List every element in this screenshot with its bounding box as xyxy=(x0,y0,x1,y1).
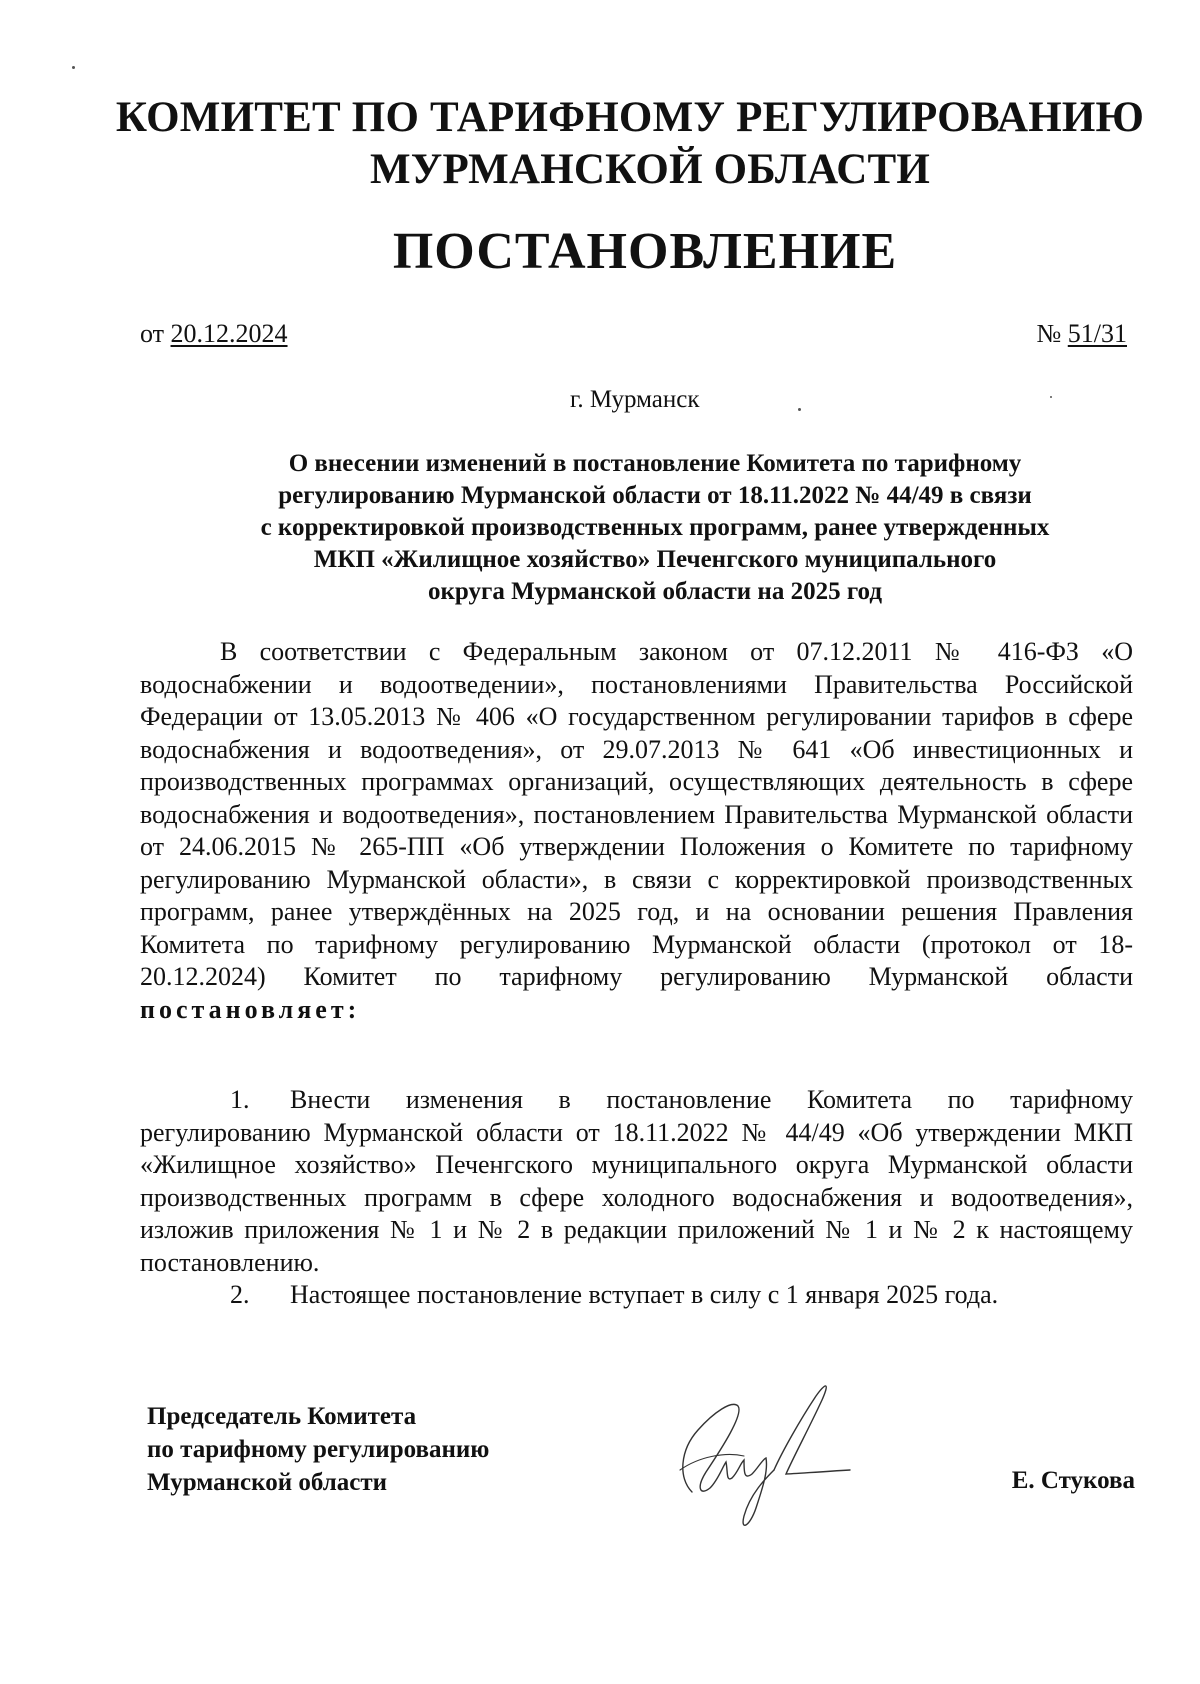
organization-title-line1: КОМИТЕТ ПО ТАРИФНОМУ РЕГУЛИРОВАНИЮ xyxy=(115,94,1145,141)
position-line: по тарифному регулированию xyxy=(147,1436,490,1463)
signatory-name: Е. Стукова xyxy=(1011,1467,1135,1494)
item-number: 2. xyxy=(230,1280,250,1309)
preamble-text: В соответствии с Федеральным законом от 07.12.2011 № 416-ФЗ «О водоснабжении и водоотведении», постановлениями Правительства Российской Федерации от 13.05.2013 № 406 «О государственном регулировании тарифов в сфере водоснабжения и водоотведения», от 29.07.2013 № 641 «Об инвестиционных и производственных программах организаций, осуществляющих деятельность в сфере водоснабжения и водоотведения», постановлением Правительства Мурманской области от 24.06.2015 № 265-ПП «Об утверждении Положения о Комитете по тарифному регулированию Мурманской области», в связи с корректировкой производственных программ, ранее утверждённых на 2025 год, и на основании решения Правления Комитета по тарифному регулированию Мурманской области (протокол от 18-20.12.2024) Комитет по тарифному регулированию Мурманской области xyxy=(140,637,1133,991)
position-line: Председатель Комитета xyxy=(147,1403,417,1430)
preamble-paragraph xyxy=(140,636,1133,1026)
document-subject xyxy=(180,448,1130,608)
item-number: 1. xyxy=(230,1085,250,1114)
handwritten-signature xyxy=(640,1360,870,1540)
position-line: Мурманской области xyxy=(147,1469,388,1496)
subject-line: О внесении изменений в постановление Комитета по тарифному xyxy=(288,450,1022,477)
signatory-position xyxy=(147,1400,489,1499)
number-prefix: № xyxy=(1036,319,1068,348)
scan-speck xyxy=(798,408,801,411)
subject-line: округа Мурманской области на 2025 год xyxy=(428,578,882,605)
number-value: 51/31 xyxy=(1067,319,1127,348)
resolution-item-2 xyxy=(140,1279,1133,1312)
item-text: Настоящее постановление вступает в силу с 1 января 2025 года. xyxy=(290,1280,999,1309)
document-number xyxy=(1036,318,1127,350)
date-value: 20.12.2024 xyxy=(170,319,288,348)
scan-speck xyxy=(72,66,75,69)
subject-line: МКП «Жилищное хозяйство» Печенгского муниципального xyxy=(313,546,997,573)
resolves-word: постановляет: xyxy=(140,994,361,1024)
subject-line: регулированию Мурманской области от 18.11.2022 № 44/49 в связи xyxy=(278,482,1032,509)
date-prefix: от xyxy=(140,319,171,348)
city-name: г. Мурманск xyxy=(570,386,700,413)
subject-line: с корректировкой производственных программ, ранее утвержденных xyxy=(260,514,1050,541)
item-text: Внести изменения в постановление Комитета по тарифному регулированию Мурманской области от 18.11.2022 № 44/49 «Об утверждении МКП «Жилищное хозяйство» Печенгского муниципального округа Мурманской области производственных программ в сфере холодного водоснабжения и водоотведения», изложив приложения № 1 и № 2 в редакции приложений № 1 и № 2 к настоящему постановлению. xyxy=(140,1085,1133,1277)
scan-speck xyxy=(1050,396,1052,398)
document-date xyxy=(140,318,288,350)
organization-title-line2: МУРМАНСКОЙ ОБЛАСТИ xyxy=(369,146,931,193)
resolution-item-1 xyxy=(140,1084,1133,1279)
document-type-title: ПОСТАНОВЛЕНИЕ xyxy=(392,223,898,280)
